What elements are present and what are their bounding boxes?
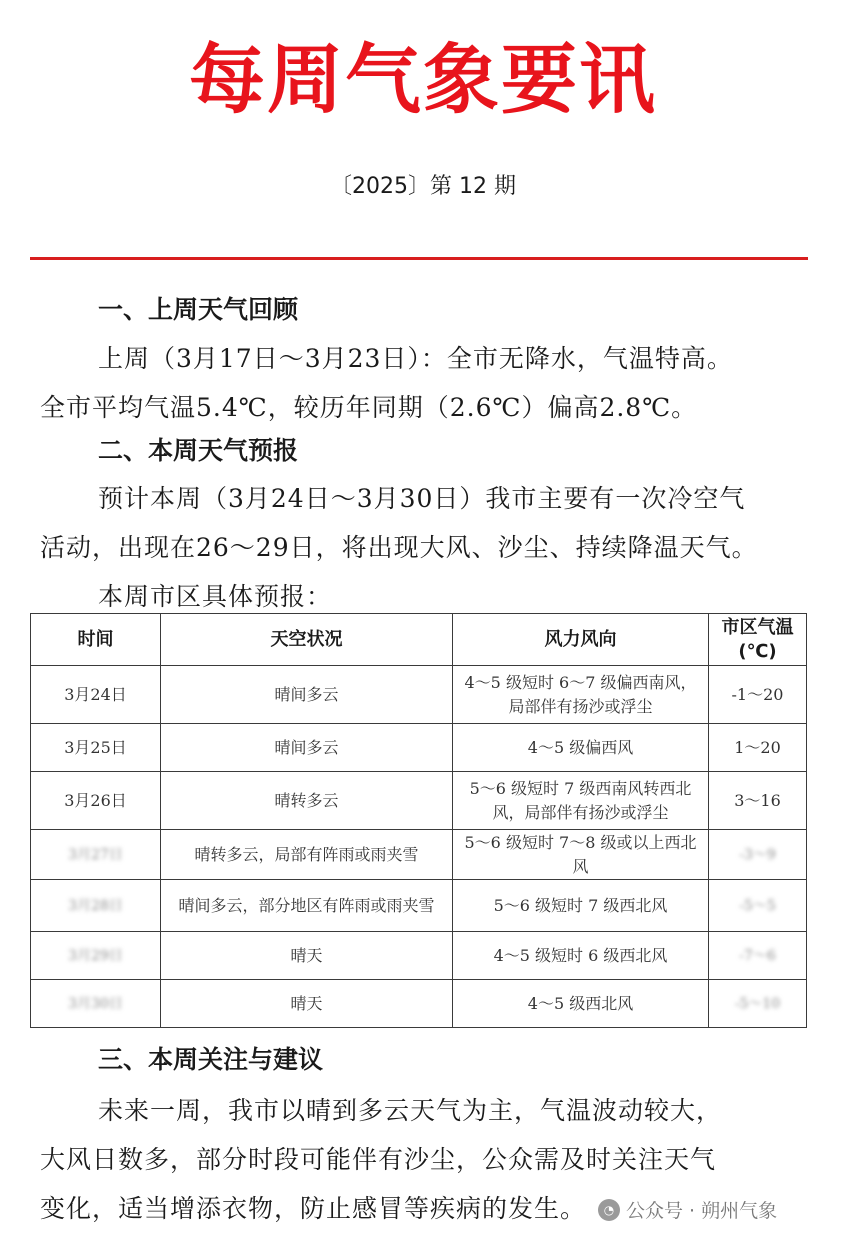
col-header-wind: 风力风向 <box>453 614 709 666</box>
section-heading-advice: 三、本周关注与建议 <box>98 1045 324 1074</box>
cell-sky: 晴转多云 <box>161 772 453 830</box>
table-row <box>31 724 807 772</box>
forecast-line-3: 本周市区具体预报： <box>98 582 333 611</box>
cell-temp-obscured: -5～5 <box>709 880 807 932</box>
masthead-title: 每周气象要讯 <box>189 35 657 124</box>
cell-sky: 晴间多云 <box>161 724 453 772</box>
col-header-temp: 市区气温(℃) <box>709 614 807 666</box>
cell-temp-obscured: -3～9 <box>709 830 807 880</box>
cell-wind: 5～6 级短时 7～8 级或以上西北风 <box>453 830 709 880</box>
cell-temp-obscured: -7～6 <box>709 932 807 980</box>
cell-date: 3月26日 <box>31 772 161 830</box>
cell-date-obscured: 3月28日 <box>31 880 161 932</box>
cell-sky: 晴天 <box>161 932 453 980</box>
table-row <box>31 932 807 980</box>
cell-date: 3月24日 <box>31 666 161 724</box>
section-heading-review: 一、上周天气回顾 <box>98 295 299 324</box>
forecast-line-2: 活动，出现在26～29日，将出现大风、沙尘、持续降温天气。 <box>40 533 758 562</box>
forecast-table <box>30 613 807 1028</box>
issue-number: 〔2025〕第 12 期 <box>330 174 516 199</box>
cell-sky: 晴转多云，局部有阵雨或雨夹雪 <box>161 830 453 880</box>
cell-wind: 4～5 级西北风 <box>453 980 709 1028</box>
cell-temp: -1～20 <box>709 666 807 724</box>
watermark <box>598 1196 777 1223</box>
advice-line-3: 变化，适当增添衣物，防止感冒等疾病的发生。 <box>40 1194 587 1223</box>
wechat-icon: ◔ <box>598 1199 620 1221</box>
forecast-line-1: 预计本周（3月24日～3月30日）我市主要有一次冷空气 <box>98 484 746 513</box>
cell-sky: 晴天 <box>161 980 453 1028</box>
review-paragraph <box>40 334 820 432</box>
cell-wind: 4～5 级短时 6 级西北风 <box>453 932 709 980</box>
table-row <box>31 880 807 932</box>
advice-line-1: 未来一周，我市以晴到多云天气为主，气温波动较大， <box>98 1096 723 1125</box>
table-row <box>31 666 807 724</box>
forecast-table-wrapper <box>30 613 806 1028</box>
cell-date-obscured: 3月27日 <box>31 830 161 880</box>
review-line-1: 上周（3月17日～3月23日）：全市无降水，气温特高。 <box>98 344 733 373</box>
cell-date-obscured: 3月29日 <box>31 932 161 980</box>
advice-line-2: 大风日数多，部分时段可能伴有沙尘，公众需及时关注天气 <box>40 1145 717 1174</box>
col-header-sky: 天空状况 <box>161 614 453 666</box>
watermark-text: 公众号 · 朔州气象 <box>626 1200 778 1222</box>
cell-sky: 晴间多云，部分地区有阵雨或雨夹雪 <box>161 880 453 932</box>
cell-temp-obscured: -5～10 <box>709 980 807 1028</box>
cell-wind: 4～5 级短时 6～7 级偏西南风，局部伴有扬沙或浮尘 <box>453 666 709 724</box>
table-row <box>31 830 807 880</box>
table-row <box>31 980 807 1028</box>
cell-date: 3月25日 <box>31 724 161 772</box>
header-divider <box>30 257 808 260</box>
cell-wind: 4～5 级偏西风 <box>453 724 709 772</box>
cell-temp: 1～20 <box>709 724 807 772</box>
cell-temp: 3～16 <box>709 772 807 830</box>
cell-wind: 5～6 级短时 7 级西北风 <box>453 880 709 932</box>
review-line-2: 全市平均气温5.4℃，较历年同期（2.6℃）偏高2.8℃。 <box>40 393 698 422</box>
cell-wind: 5～6 级短时 7 级西南风转西北风，局部伴有扬沙或浮尘 <box>453 772 709 830</box>
col-header-time: 时间 <box>31 614 161 666</box>
cell-sky: 晴间多云 <box>161 666 453 724</box>
forecast-paragraph <box>40 474 820 621</box>
table-row <box>31 772 807 830</box>
section-heading-forecast: 二、本周天气预报 <box>98 436 299 465</box>
cell-date-obscured: 3月30日 <box>31 980 161 1028</box>
